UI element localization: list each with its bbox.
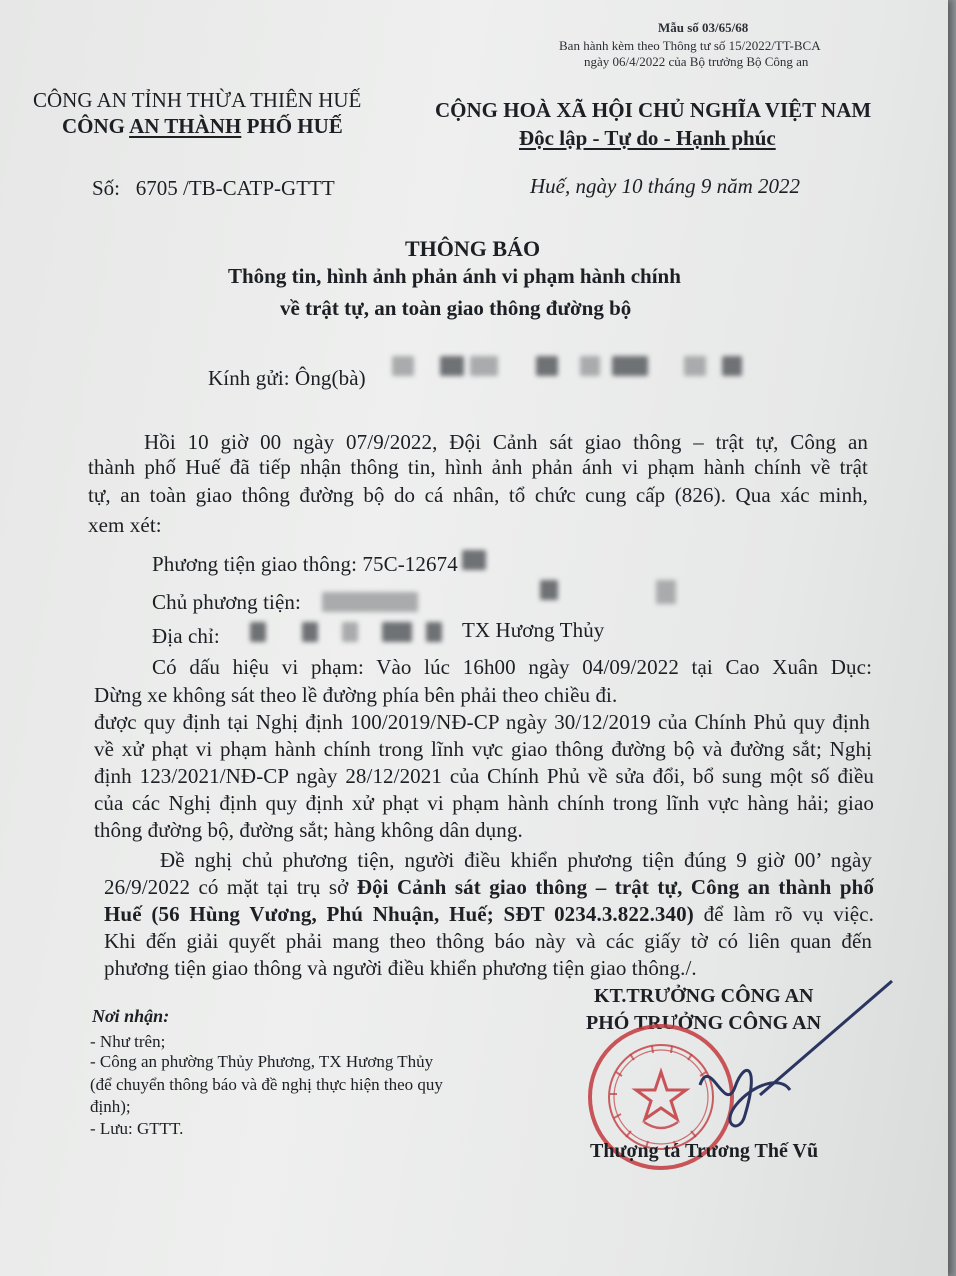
address-value: TX Hương Thủy: [462, 618, 605, 642]
paragraph-line: thành phố Huế đã tiếp nhận thông tin, hình ảnh phản ánh vi phạm hành chính về trật: [88, 455, 868, 479]
redaction-block: [426, 622, 442, 642]
signer-position: PHÓ TRƯỞNG CÔNG AN: [586, 1012, 822, 1034]
form-number: Mẫu số 03/65/68: [658, 20, 749, 35]
redaction-block: [612, 356, 648, 376]
redaction-block: [540, 580, 558, 600]
violation-line: Dừng xe không sát theo lề đường phía bên phải theo chiều đi.: [94, 683, 618, 707]
paragraph-line: tự, an toàn giao thông đường bộ do cá nhân, tổ chức cung cấp (826). Qua xác minh,: [88, 483, 868, 507]
legal-line: thông đường bộ, đường sắt; hàng không dân dụng.: [94, 818, 523, 842]
document-number: Số: 6705 /TB-CATP-GTTT: [92, 176, 335, 200]
agency-city: CÔNG AN THÀNH PHỐ HUẾ: [62, 114, 343, 138]
addressee-label: Kính gửi: Ông(bà): [208, 366, 366, 390]
redaction-block: [322, 592, 418, 612]
address-label: Địa chỉ:: [152, 624, 220, 648]
document-subtitle-2: về trật tự, an toàn giao thông đường bộ: [280, 296, 632, 320]
signer-name: Thượng tá Trương Thế Vũ: [590, 1140, 819, 1162]
redaction-block: [302, 622, 318, 642]
request-line: 26/9/2022 có mặt tại trụ sở Đội Cảnh sát giao thông – trật tự, Công an thành phố: [104, 875, 875, 899]
vehicle-owner-label: Chủ phương tiện:: [152, 590, 301, 614]
redaction-block: [580, 356, 600, 376]
document-subtitle-1: Thông tin, hình ảnh phản ánh vi phạm hành chính: [228, 264, 681, 288]
redaction-block: [342, 622, 358, 642]
request-line: Khi đến giải quyết phải mang theo thông báo này và các giấy tờ có liên quan đến: [104, 929, 872, 953]
handwritten-signature-icon: [640, 975, 900, 1145]
request-line: phương tiện giao thông và người điều khiển phương tiện giao thông./.: [104, 956, 697, 980]
redaction-block: [392, 356, 414, 376]
recipient-item: - Như trên;: [90, 1032, 166, 1051]
redaction-block: [250, 622, 266, 642]
legal-line: về xử phạt vi phạm hành chính trong lĩnh vực giao thông đường bộ và đường sắt; Nghị: [94, 737, 872, 761]
request-line: Đề nghị chủ phương tiện, người điều khiển phương tiện đúng 9 giờ 00’ ngày: [160, 848, 872, 872]
violation-line: Có dấu hiệu vi phạm: Vào lúc 16h00 ngày 04/09/2022 tại Cao Xuân Dục:: [152, 655, 872, 679]
redaction-block: [536, 356, 558, 376]
document-date: Huế, ngày 10 tháng 9 năm 2022: [530, 174, 801, 198]
recipient-item: - Công an phường Thủy Phương, TX Hương Thủy: [90, 1052, 434, 1071]
recipient-item: định);: [90, 1097, 131, 1116]
legal-line: định 123/2021/NĐ-CP ngày 28/12/2021 của Chính Phủ về sửa đổi, bổ sung một số điều: [94, 764, 874, 788]
redaction-block: [722, 356, 742, 376]
agency-province: CÔNG AN TỈNH THỪA THIÊN HUẾ: [33, 88, 362, 112]
document-title: THÔNG BÁO: [405, 236, 541, 261]
form-issued-date: ngày 06/4/2022 của Bộ trưởng Bộ Công an: [584, 54, 809, 69]
nation-title: CỘNG HOÀ XÃ HỘI CHỦ NGHĨA VIỆT NAM: [435, 98, 872, 122]
request-line: Huế (56 Hùng Vương, Phú Nhuận, Huế; SĐT 0234.3.822.340) để làm rõ vụ việc.: [104, 902, 874, 926]
paragraph-line: Hồi 10 giờ 00 ngày 07/9/2022, Đội Cảnh sát giao thông – trật tự, Công an: [144, 430, 868, 454]
vehicle-plate: Phương tiện giao thông: 75C-12674: [152, 552, 458, 576]
paragraph-line: xem xét:: [88, 513, 162, 537]
signer-authority: KT.TRƯỞNG CÔNG AN: [594, 985, 814, 1007]
redaction-block: [684, 356, 706, 376]
redaction-block: [470, 356, 498, 376]
nation-motto: Độc lập - Tự do - Hạnh phúc: [519, 126, 776, 150]
form-issued-by: Ban hành kèm theo Thông tư số 15/2022/TT-BCA: [559, 38, 821, 53]
recipient-item: - Lưu: GTTT.: [90, 1119, 184, 1138]
recipient-item: (để chuyển thông báo và đề nghị thực hiện theo quy: [90, 1075, 443, 1094]
redaction-block: [382, 622, 412, 642]
redaction-block: [656, 580, 676, 604]
legal-line: được quy định tại Nghị định 100/2019/NĐ-CP ngày 30/12/2019 của Chính Phủ quy định: [94, 710, 870, 734]
redaction-block: [440, 356, 464, 376]
recipients-heading: Nơi nhận:: [92, 1006, 170, 1026]
redaction-block: [462, 550, 486, 570]
legal-line: của các Nghị định quy định xử phạt vi phạm hành chính trong lĩnh vực hàng hải; giao: [94, 791, 874, 815]
